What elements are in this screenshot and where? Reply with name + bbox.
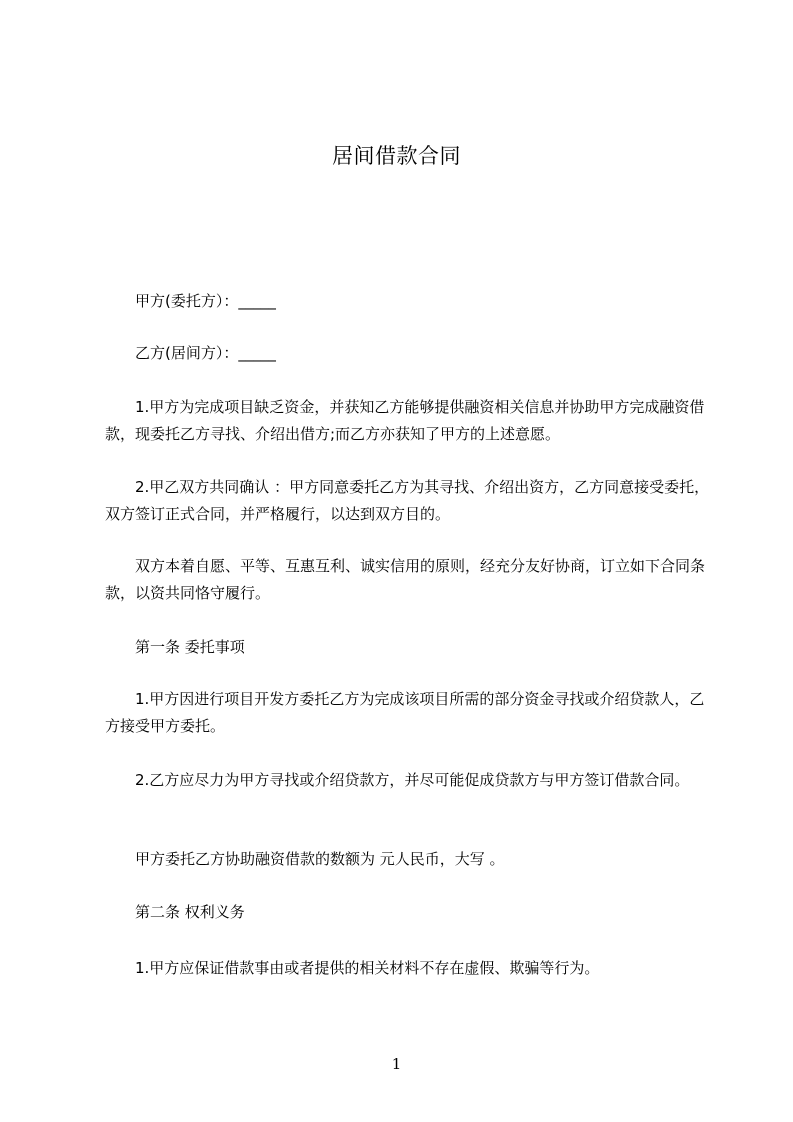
- party-b-line: 乙方(居间方）：_____: [135, 344, 276, 362]
- clause-paragraph: 2.乙方应尽力为甲方寻找或介绍贷款方，并尽可能促成贷款方与甲方签订借款合同。: [135, 771, 690, 789]
- clause-paragraph: 2.甲乙双方共同确认 ：甲方同意委托乙方为其寻找、介绍出资方，乙方同意接受委托，双方签订正式合同，并严格履行，以达到双方目的。: [105, 478, 710, 523]
- clause-paragraph: 甲方委托乙方协助融资借款的数额为 元人民币，大写 。: [135, 850, 505, 868]
- clause-paragraph: 1.甲方应保证借款事由或者提供的相关材料不存在虚假、欺骗等行为。: [135, 959, 600, 977]
- clause-paragraph: 双方本着自愿、平等、互惠互利、诚实信用的原则，经充分友好协商，订立如下合同条款，以资共同恪守履行。: [105, 557, 706, 602]
- party-a-line: 甲方(委托方）：_____: [135, 292, 276, 310]
- article-heading: 第二条 权利义务: [135, 903, 245, 921]
- clause-paragraph: 1.甲方因进行项目开发方委托乙方为完成该项目所需的部分资金寻找或介绍贷款人，乙方接受甲方委托。: [105, 690, 705, 735]
- document-title: 居间借款合同: [332, 144, 461, 168]
- page-number: 1: [391, 1055, 402, 1073]
- clause-paragraph: 1.甲方为完成项目缺乏资金，并获知乙方能够提供融资相关信息并协助甲方完成融资借款，现委托乙方寻找、介绍出借方;而乙方亦获知了甲方的上述意愿。: [105, 398, 705, 443]
- article-heading: 第一条 委托事项: [135, 638, 245, 656]
